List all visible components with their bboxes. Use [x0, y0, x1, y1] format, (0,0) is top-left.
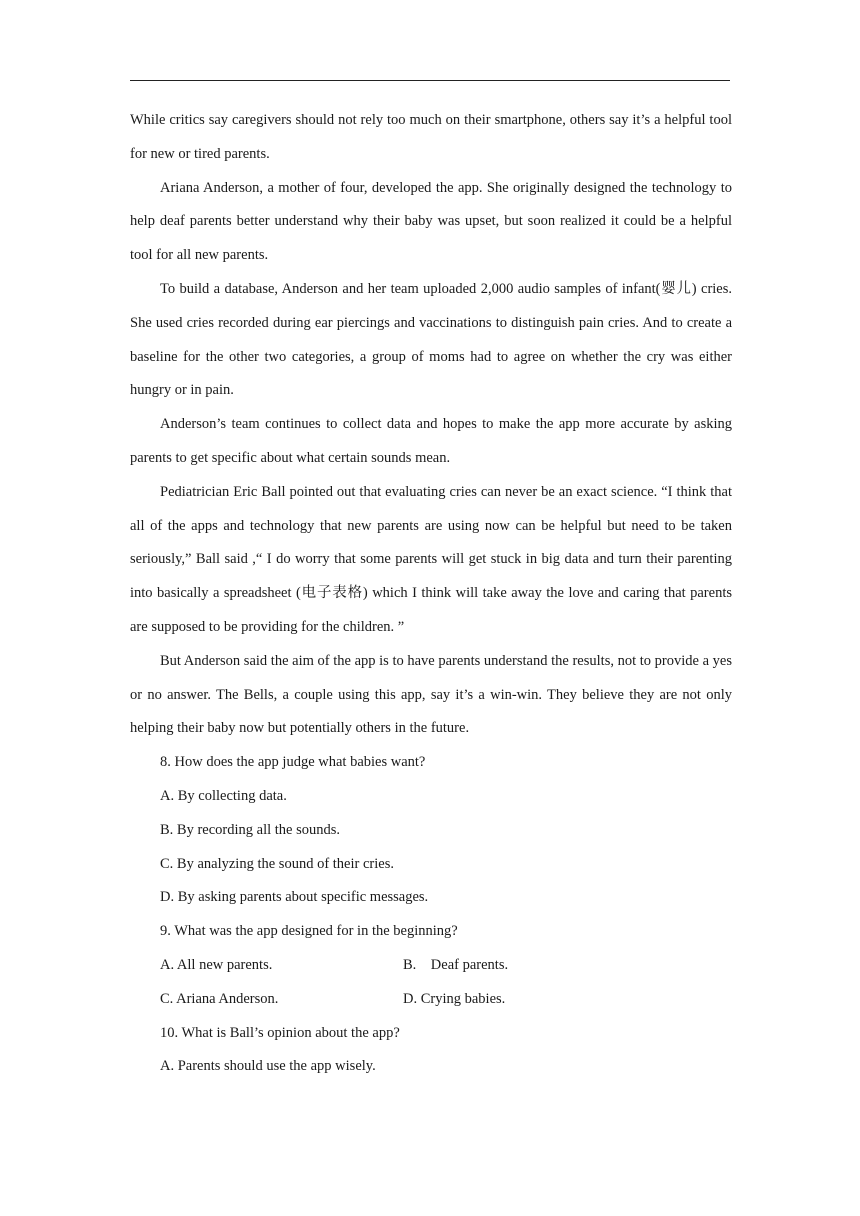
question-9-option-a: A. All new parents.: [160, 956, 273, 973]
paragraph-6: But Anderson said the aim of the app is to have parents understand the results, not to provide a yes or no answer. The Bells, a couple using this app, say it’s a win-win. They believe they are not only helping their baby now but potentially others in the future.: [130, 652, 732, 737]
paragraph-3: To build a database, Anderson and her team uploaded 2,000 audio samples of infant(婴儿) cries. She used cries recorded during ear piercings and vaccinations to distinguish pain cries. And to create a baseline for the other two categories, a group of moms had to agree on whether the cry was either hungry or in pain.: [130, 280, 732, 399]
question-9-stem: 9. What was the app designed for in the beginning?: [160, 923, 458, 940]
question-9-option-c: C. Ariana Anderson.: [160, 990, 279, 1007]
question-9-option-d: D. Crying babies.: [403, 990, 506, 1007]
paragraph-2: Ariana Anderson, a mother of four, developed the app. She originally designed the technology to help deaf parents better understand why their baby was upset, but soon realized it could be a helpful tool for all new parents.: [130, 179, 732, 264]
question-9-options-row-1: [130, 949, 732, 983]
question-9-option-b: B. Deaf parents.: [403, 956, 509, 973]
paragraph-5: Pediatrician Eric Ball pointed out that evaluating cries can never be an exact science. “I think that all of the apps and technology that new parents are using now can be helpful but need to be taken seriously,” Ball said ,“ I do worry that some parents will get stuck in big data and turn their parenting into basically a spreadsheet (电子表格) which I think will take away the love and caring that parents are supposed to be providing for the children. ”: [130, 483, 732, 635]
question-8-option-c: C. By analyzing the sound of their cries.: [160, 855, 394, 872]
header-rule: [130, 80, 730, 81]
question-9-options-row-2: [130, 983, 732, 1017]
question-8-stem: 8. How does the app judge what babies want?: [160, 754, 426, 771]
paragraph-4: Anderson’s team continues to collect data and hopes to make the app more accurate by asking parents to get specific about what certain sounds mean.: [130, 416, 732, 466]
question-10-option-a: A. Parents should use the app wisely.: [160, 1058, 376, 1075]
question-8-option-b: B. By recording all the sounds.: [160, 821, 341, 838]
document-body: [130, 104, 732, 1084]
question-8-option-a: A. By collecting data.: [160, 787, 287, 804]
paragraph-1: While critics say caregivers should not rely too much on their smartphone, others say it’s a helpful tool for new or tired parents.: [130, 112, 732, 162]
question-8-option-d: D. By asking parents about specific messages.: [160, 889, 429, 906]
question-10-stem: 10. What is Ball’s opinion about the app?: [160, 1024, 400, 1041]
